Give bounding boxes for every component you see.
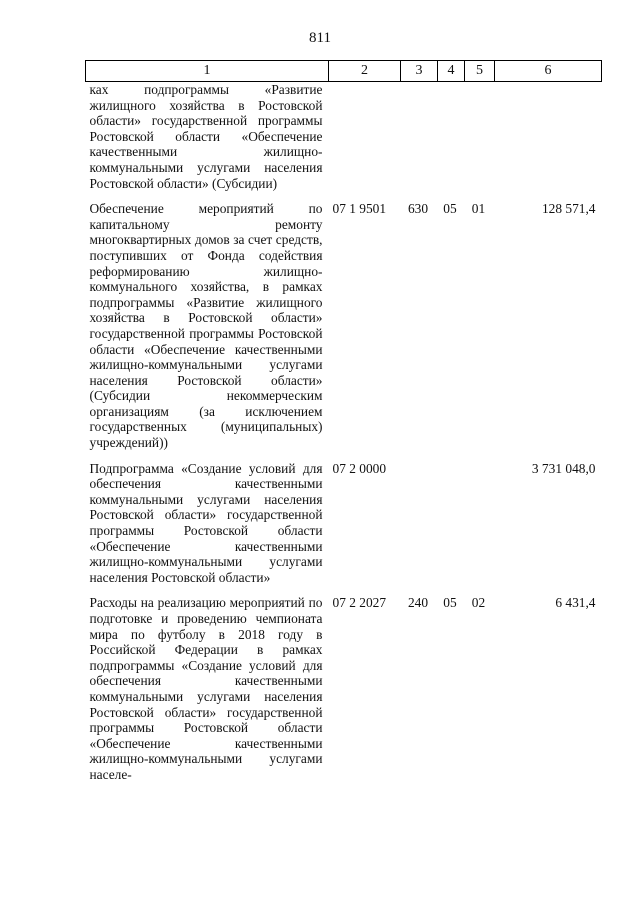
row-amount: 6 431,4 (555, 595, 596, 611)
row-target-code (329, 82, 401, 202)
row-section: 05 (443, 201, 457, 217)
header-col-2: 2 (329, 61, 401, 82)
row-section: 05 (443, 595, 457, 611)
row-expense-type: 240 (407, 595, 429, 611)
row-section (438, 461, 465, 596)
row-subsection (465, 82, 495, 202)
row-target-code: 07 2 0000 (332, 460, 387, 476)
header-col-4: 4 (438, 61, 465, 82)
table-row (86, 201, 602, 461)
row-description: Расходы на реализацию мероприятий по подготовке и проведению чемпионата мира по футболу в 2018 году в Российской Федерации в рамках подпрограммы «Создание условий для обеспечения качественными коммунальными услугами населения Ростовской области» государственной программы Ростовской области «Обеспечение качественными жилищно-коммунальными услугами населе- (89, 595, 323, 782)
row-description: Подпрограмма «Создание условий для обеспечения качественными коммунальными услугами населения Ростовской области» государственной программы Ростовской области «Обеспечение качественными жилищно-коммунальными услугами населения Ростовской области» (89, 460, 323, 585)
row-expense-type: 630 (407, 201, 429, 217)
row-subsection (465, 461, 495, 596)
row-target-code: 07 2 2027 (332, 595, 387, 611)
budget-table (85, 60, 602, 793)
table-row (86, 82, 602, 202)
table-row (86, 595, 602, 792)
row-amount: 3 731 048,0 (531, 460, 596, 476)
header-col-3: 3 (401, 61, 438, 82)
header-col-1: 1 (86, 61, 329, 82)
row-subsection: 02 (471, 595, 486, 611)
header-row (86, 61, 602, 82)
table-row (86, 461, 602, 596)
row-amount: 128 571,4 (541, 201, 596, 217)
page-number: 811 (309, 30, 331, 46)
header-col-5: 5 (465, 61, 495, 82)
row-expense-type (401, 461, 438, 596)
row-description: Обеспечение мероприятий по капитальному ремонту многоквартирных домов за счет средств, поступивших от Фонда содействия реформированию жилищно-коммунального хозяйства, в рамках подпрограммы «Развитие жилищного хозяйства в Ростовской области» государственной программы Ростовской области «Обеспечение качественными жилищно-коммунальными услугами населения Ростовской области» (Субсидии некоммерческим организациям (за исключением государственных (муниципальных) учреждений)) (89, 201, 323, 451)
header-col-6: 6 (495, 61, 602, 82)
row-subsection: 01 (471, 201, 486, 217)
row-expense-type (401, 82, 438, 202)
row-description: ках подпрограммы «Развитие жилищного хозяйства в Ростовской области» государственной программы Ростовской области «Обеспечение качественными жилищно-коммунальными услугами населения Ростовской области» (Субсидии) (89, 82, 323, 191)
row-amount (495, 82, 602, 202)
row-target-code: 07 1 9501 (332, 201, 387, 217)
row-section (438, 82, 465, 202)
